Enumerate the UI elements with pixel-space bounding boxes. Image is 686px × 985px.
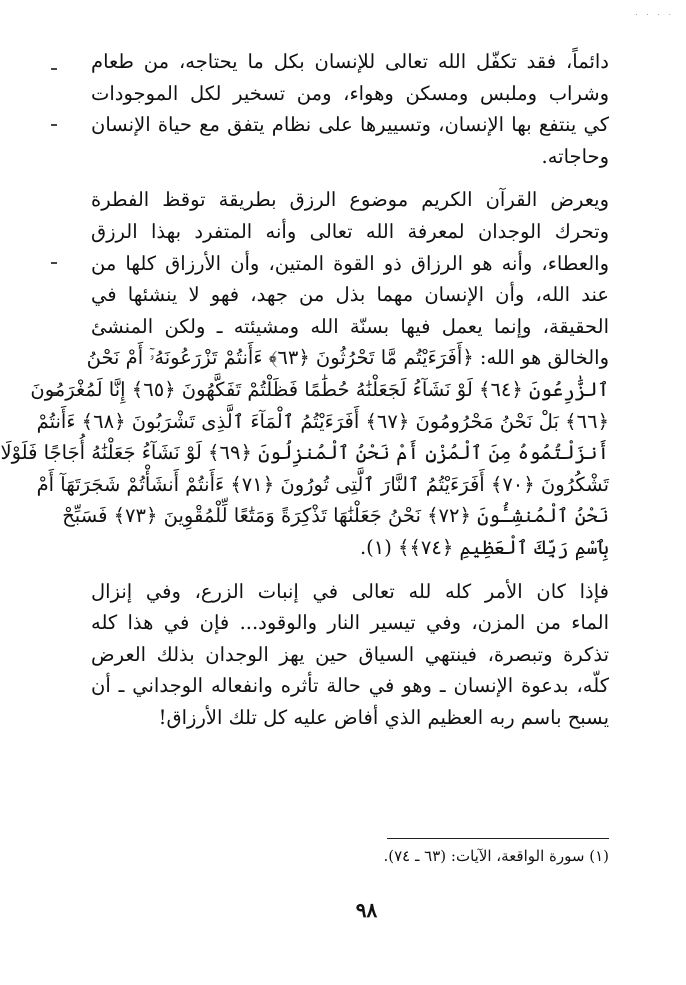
top-corner-dots: . . . .: [635, 8, 674, 17]
margin-mark: [51, 68, 57, 70]
text-line: كي ينتفع بها الإنسان، وتسييرها على نظام يتفق مع حياة الإنسان: [91, 113, 609, 137]
quran-line: بِٱسْمِ رَبِّكَ ٱلْعَظِيمِ ﴿٧٤﴾﴾ (١).: [359, 535, 609, 559]
text-line: والعطاء، وأنه هو الرزاق ذو القوة المتين، وأن الأرزاق كلها من: [91, 251, 609, 275]
text-line: كلّه، بدعوة الإنسان ـ وهو في حالة تأثره وانفعاله الوجداني ـ أن: [91, 674, 609, 698]
text-line: يسبح باسم ربه العظيم الذي أفاض عليه كل تلك الأرزاق!: [158, 705, 609, 729]
quran-line: تَشْكُرُونَ ﴿٧٠﴾ أَفَرَءَيْتُمُ ٱلنَّارَ ٱلَّتِى تُورُونَ ﴿٧١﴾ ءَأَنتُمْ أَنشَأْتُمْ شَجَرَتَهَآ أَمْ: [36, 472, 609, 496]
margin-mark: [51, 124, 57, 126]
margin-mark: [51, 262, 57, 264]
paragraph-1: [91, 46, 609, 172]
text-line: تذكرة وتبصرة، فينتهي السياق حين يهز الوجدان بذلك العرض: [91, 642, 609, 666]
footnote: (١) سورة الواقعة، الآيات: (٦٣ ـ ٧٤).: [383, 847, 609, 865]
quran-line: ٱلزَّٰرِعُونَ ﴿٦٤﴾ لَوْ نَشَآءُ لَجَعَلْنَٰهُ حُطَٰمًا فَظَلْتُمْ تَفَكَّهُونَ ﴿٦٥﴾ إِنَّا لَمُغْرَمُونَ: [30, 377, 609, 401]
text-line: وحاجاته.: [541, 144, 609, 168]
footnote-divider: [387, 838, 609, 839]
text-line: الحقيقة، وإنما يعمل فيها بسنّة الله ومشيئته ـ ولكن المنشئ: [91, 314, 609, 338]
text-line: الماء من المزن، وفي تيسير النار والوقود... فإن في هذا كله: [91, 611, 609, 635]
page-number: ٩٨: [355, 898, 378, 922]
quran-line: أَنزَلْتُمُوهُ مِنَ ٱلْمُزْنِ أَمْ نَحْنُ ٱلْمُنزِلُونَ ﴿٦٩﴾ لَوْ نَشَآءُ جَعَلْنَٰهُ أُجَاجًا فَلَوْلَا: [0, 441, 609, 465]
text-line: وشراب وملبس ومسكن وهواء، ومن تسخير لكل الموجودات: [91, 81, 609, 105]
text-line: عند الله، وأن الإنسان مهما بذل من جهد، فهو لا ينشئها في: [91, 283, 609, 307]
text-line: دائماً، فقد تكفّل الله تعالى للإنسان بكل ما يحتاجه، من طعام: [91, 50, 609, 73]
quran-line: نَحْنُ ٱلْمُنشِـُٔونَ ﴿٧٢﴾ نَحْنُ جَعَلْنَٰهَا تَذْكِرَةً وَمَتَٰعًا لِّلْمُقْوِينَ ﴿٧٣﴾ فَسَبِّحْ: [62, 504, 609, 528]
paragraph-3: [91, 576, 609, 734]
paragraph-2: [0, 184, 609, 563]
quran-line: والخالق هو الله: ﴿أَفَرَءَيْتُم مَّا تَحْرُثُونَ ﴿٦٣﴾ ءَأَنتُمْ تَزْرَعُونَهُۥٓ أَمْ نَحْنُ: [86, 346, 609, 370]
quran-line: ﴿٦٦﴾ بَلْ نَحْنُ مَحْرُومُونَ ﴿٦٧﴾ أَفَرَءَيْتُمُ ٱلْمَآءَ ٱلَّذِى تَشْرَبُونَ ﴿٦٨﴾ ءَأَنتُمْ: [36, 409, 609, 433]
text-line: فإذا كان الأمر كله لله تعالى في إنبات الزرع، وفي إنزال: [91, 579, 609, 603]
body-text: [0, 46, 609, 733]
text-line: ويعرض القرآن الكريم موضوع الرزق بطريقة توقظ الفطرة: [91, 188, 609, 212]
text-line: وتحرك الوجدان لمعرفة الله تعالى وأنه المتفرد بهذا الرزق: [91, 219, 609, 243]
